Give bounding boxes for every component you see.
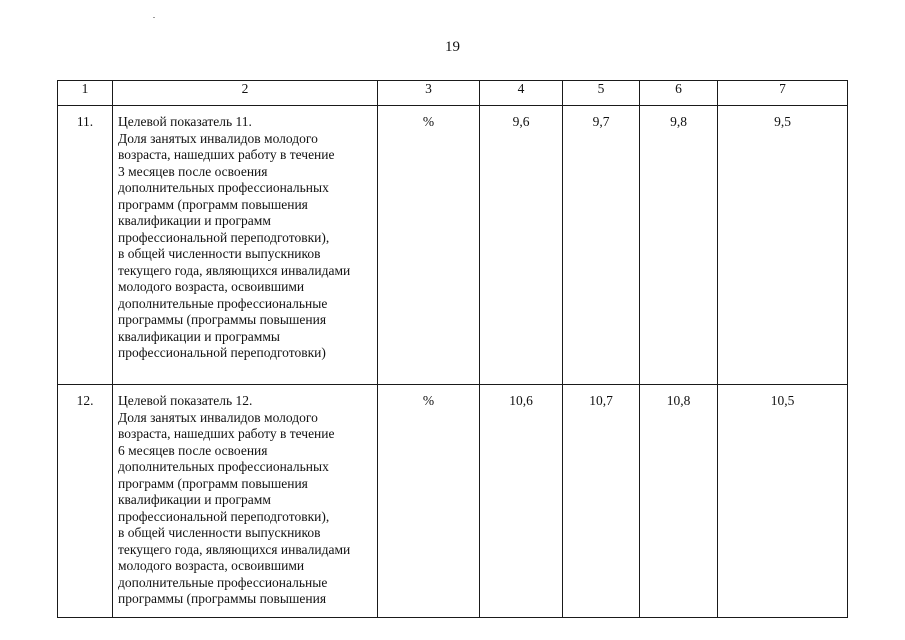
indicator-text-line: Целевой показатель 12. — [118, 393, 253, 408]
column-header: 5 — [563, 81, 640, 106]
indicator-text-line: дополнительные профессиональные — [118, 295, 328, 311]
value-cell: 10,5 — [718, 385, 848, 618]
indicator-text-line: дополнительных профессиональных — [118, 459, 329, 474]
unit-cell: % — [378, 385, 480, 618]
column-header: 4 — [480, 81, 563, 106]
indicator-text-line: молодого возраста, освоившими — [118, 558, 305, 573]
table-header-row — [58, 81, 848, 106]
column-header: 1 — [58, 81, 113, 106]
unit-cell: % — [378, 106, 480, 385]
row-number: 11. — [58, 106, 113, 385]
indicator-text-line: в общей численности выпускников — [118, 246, 321, 261]
indicator-text-line: в общей численности выпускников — [118, 525, 321, 540]
column-header: 6 — [640, 81, 718, 106]
indicator-text-line: 6 месяцев после освоения — [118, 442, 268, 458]
value-cell: 10,6 — [480, 385, 563, 618]
value-cell: 9,8 — [640, 106, 718, 385]
scan-speck — [153, 17, 155, 18]
value-cell: 10,8 — [640, 385, 718, 618]
indicator-text-line: профессиональной переподготовки), — [118, 229, 330, 245]
indicator-text-line: дополнительные профессиональные — [118, 574, 328, 590]
indicator-text-line: дополнительных профессиональных — [118, 180, 329, 195]
indicator-text-line: программы (программы повышения — [118, 591, 327, 606]
indicator-text-line: Доля занятых инвалидов молодого — [118, 409, 318, 425]
indicator-text-line: квалификации и программ — [118, 492, 271, 507]
table-row — [58, 385, 848, 618]
indicator-text-line: молодого возраста, освоившими — [118, 279, 305, 294]
column-header: 2 — [113, 81, 378, 106]
indicator-text-line: текущего года, являющихся инвалидами — [118, 541, 351, 557]
indicator-text-line: возраста, нашедших работу в течение — [118, 426, 335, 441]
column-header: 7 — [718, 81, 848, 106]
indicator-text-line: профессиональной переподготовки) — [118, 345, 326, 360]
indicator-text-line: программ (программ повышения — [118, 196, 308, 212]
value-cell: 9,7 — [563, 106, 640, 385]
indicator-text-line: программы (программы повышения — [118, 312, 327, 327]
indicator-text-line: квалификации и программ — [118, 213, 271, 228]
value-cell: 9,5 — [718, 106, 848, 385]
indicator-text-line: текущего года, являющихся инвалидами — [118, 262, 351, 278]
row-number: 12. — [58, 385, 113, 618]
indicator-text-line: профессиональной переподготовки), — [118, 508, 330, 524]
column-header: 3 — [378, 81, 480, 106]
indicator-text-line: Доля занятых инвалидов молодого — [118, 130, 318, 146]
indicator-text-line: возраста, нашедших работу в течение — [118, 147, 335, 162]
indicator-description — [113, 385, 378, 618]
indicator-text-line: программ (программ повышения — [118, 475, 308, 491]
value-cell: 9,6 — [480, 106, 563, 385]
indicator-text-line: квалификации и программы — [118, 328, 280, 344]
indicator-text-line: 3 месяцев после освоения — [118, 163, 268, 179]
page-number: 19 — [445, 39, 460, 55]
indicator-text-line: Целевой показатель 11. — [118, 114, 252, 129]
value-cell: 10,7 — [563, 385, 640, 618]
indicator-description — [113, 106, 378, 385]
indicators-table — [57, 80, 848, 618]
table-row — [58, 106, 848, 385]
